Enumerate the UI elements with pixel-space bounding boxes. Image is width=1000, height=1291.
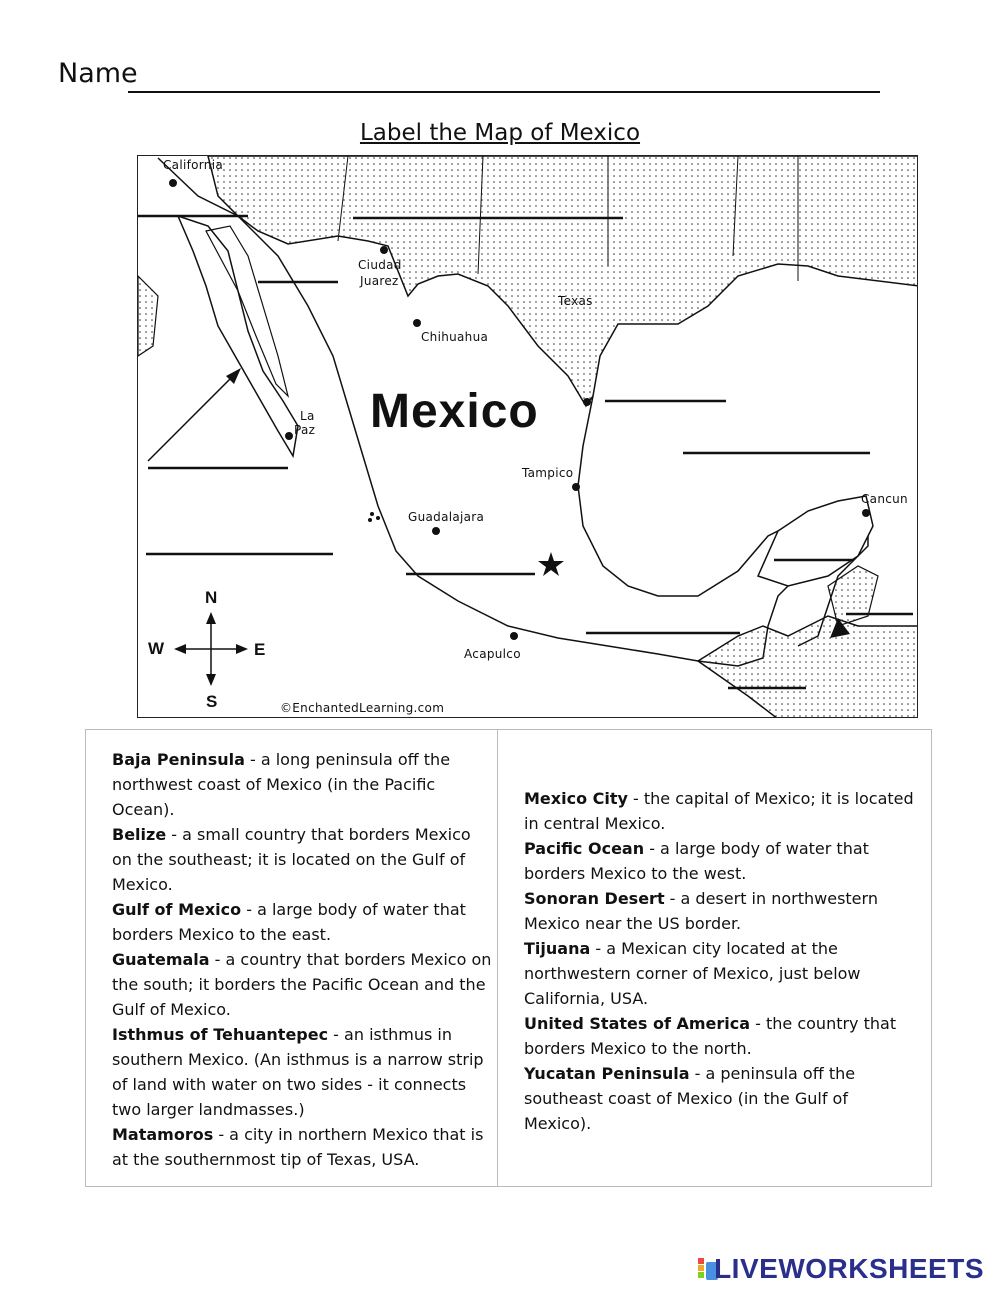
glossary-entry: Guatemala - a country that borders Mexico on the south; it borders the Pacific Ocean and the Gulf of Mexico. (112, 950, 492, 1019)
compass-w: W (148, 639, 165, 658)
glossary-entry: Isthmus of Tehuantepec - an isthmus in southern Mexico. (An isthmus is a narrow strip of land with water on two sides - it connects two larger landmasses.) (112, 1025, 484, 1119)
glossary-entry: Gulf of Mexico - a large body of water that borders Mexico to the east. (112, 900, 466, 944)
compass-rose (180, 618, 242, 680)
label-chihuahua: Chihuahua (421, 330, 489, 344)
glossary-entry: Mexico City - the capital of Mexico; it is located in central Mexico. (524, 789, 914, 833)
label-california: California (163, 158, 223, 172)
label-ciudad: Ciudad (358, 258, 402, 272)
name-input-line[interactable] (128, 91, 880, 93)
compass-e: E (254, 640, 266, 659)
label-guadalajara: Guadalajara (408, 510, 485, 524)
glossary-right-column (524, 786, 916, 1136)
label-la: La (300, 409, 315, 423)
label-cancun: Cancun (861, 492, 908, 506)
glossary-entry: Belize - a small country that borders Mexico on the southeast; it is located on the Gulf of Mexico. (112, 825, 471, 894)
glossary-entry: Tijuana - a Mexican city located at the northwestern corner of Mexico, just below California, USA. (524, 939, 861, 1008)
glossary-left-column (112, 747, 492, 1172)
compass-s: S (206, 692, 218, 711)
mexico-map (137, 155, 918, 718)
capital-star (538, 552, 564, 576)
glossary-entry: Matamoros - a city in northern Mexico that is at the southernmost tip of Texas, USA. (112, 1125, 484, 1169)
label-tampico: Tampico (522, 466, 574, 480)
glossary-entry: Baja Peninsula - a long peninsula off the northwest coast of Mexico (in the Pacific Ocean). (112, 750, 451, 819)
glossary-entry: United States of America - the country that borders Mexico to the north. (524, 1014, 897, 1058)
label-paz: Paz (294, 423, 316, 437)
glossary-divider (497, 730, 498, 1186)
label-acapulco: Acapulco (464, 647, 521, 661)
name-label: Name (58, 58, 138, 89)
guatemala-belize (698, 616, 918, 718)
compass-n: N (205, 588, 218, 607)
label-texas: Texas (558, 294, 593, 308)
label-juarez: Juarez (360, 274, 399, 288)
page-title: Label the Map of Mexico (359, 120, 641, 146)
liveworksheets-brand[interactable]: LIVEWORKSHEETS (714, 1253, 984, 1284)
glossary-entry: Yucatan Peninsula - a peninsula off the southeast coast of Mexico (in the Gulf of Mexico). (524, 1064, 856, 1133)
glossary-entry: Sonoran Desert - a desert in northwestern Mexico near the US border. (524, 889, 878, 933)
map-credit: ©EnchantedLearning.com (280, 701, 445, 715)
glossary-box (85, 729, 932, 1187)
baja-peninsula (178, 216, 298, 456)
country-label: Mexico (370, 385, 539, 438)
glossary-entry: Pacific Ocean - a large body of water that borders Mexico to the west. (524, 839, 869, 883)
gulf-of-california (206, 226, 288, 396)
